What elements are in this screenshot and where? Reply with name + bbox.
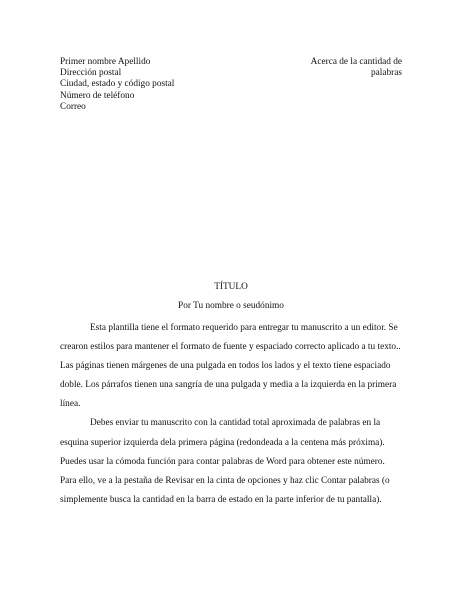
author-address: Dirección postal [60, 68, 122, 79]
author-contact-block [60, 57, 174, 113]
author-phone: Número de teléfono [60, 90, 135, 101]
manuscript-body [60, 319, 403, 510]
author-email: Correo [60, 101, 86, 112]
body-paragraph-2: Debes enviar tu manuscrito con la cantidad total aproximada de palabras en la esquina superior izquierda dela primera página (redondeada a la centena más próxima). Puedes usar la cómoda función para contar palabras de Word para obtener este número. Para ello, ve a la pestaña de Revisar en la cinta de opciones y haz clic Contar palabras (o simplemente busca la cantidad en la barra de estado en la parte inferior de tu pantalla). [60, 418, 390, 505]
author-city-state-zip: Ciudad, estado y código postal [60, 79, 175, 90]
body-paragraph-1: Esta plantilla tiene el formato requerido para entregar tu manuscrito a un editor. Se crearon estilos para mantener el formato de fuente y espaciado correcto aplicado a tu texto.. Las páginas tienen márgenes de una pulgada en todos los lados y el texto tiene espaciado doble. Los párrafos tienen una sangría de una pulgada y media a la izquierda en la primera línea. [60, 323, 401, 410]
word-count-label: Acerca de la cantidad de palabras [310, 57, 402, 79]
author-name: Primer nombre Apellido [60, 57, 151, 67]
manuscript-title: TÍTULO [214, 282, 248, 292]
manuscript-byline: Por Tu nombre o seudónimo [178, 301, 284, 311]
